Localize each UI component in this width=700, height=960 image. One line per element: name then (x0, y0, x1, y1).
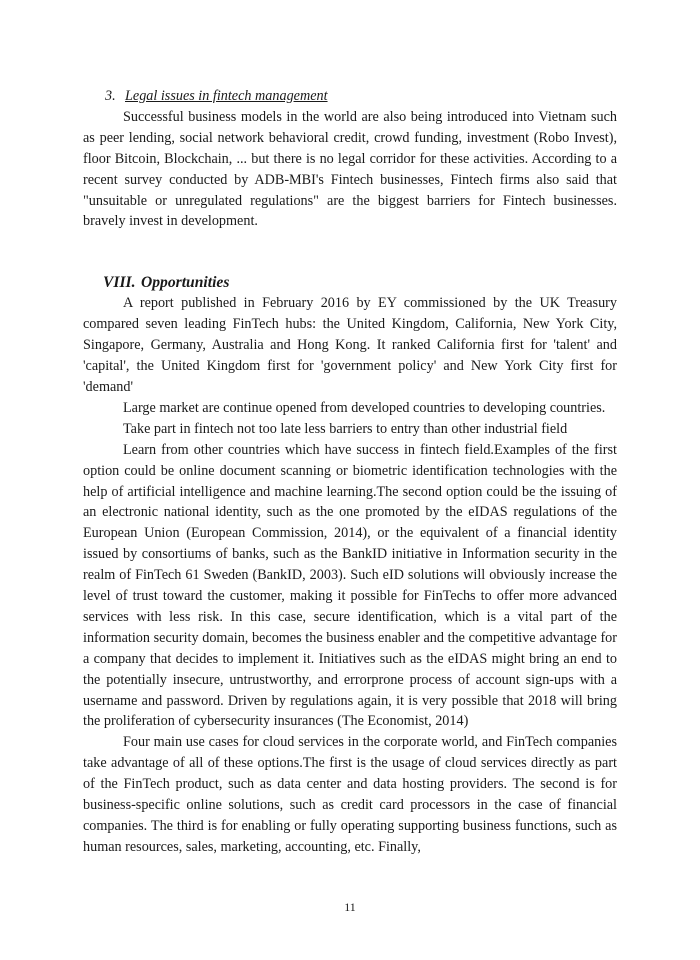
legal-issues-title: Legal issues in fintech management (125, 88, 328, 104)
legal-issues-number: 3. (105, 88, 116, 104)
opportunities-paragraph-take-part: Take part in fintech not too late less barriers to entry than other industrial field (123, 420, 568, 437)
opportunities-heading (103, 273, 617, 293)
legal-issues-paragraph: Successful business models in the world are also being introduced into Vietnam such as peer lending, social network behavioral credit, crowd funding, investment (Robo Invest), floor Bitcoin, Blockchain, ... but there is no legal corridor for these activities. According to a recent survey conducted by ADB-MBI's Fintech businesses, Fintech firms also said that "unsuitable or unregulated regulations" are the biggest barriers for Fintech businesses. bravely invest in development. (83, 108, 617, 230)
opportunities-paragraph-cloud: Four main use cases for cloud services in the corporate world, and FinTech companies take advantage of all of these options.The first is the usage of cloud services directly as part of the FinTech product, such as data center and data hosting providers. The second is for business-specific online solutions, such as credit card processors in the case of financial companies. The third is for enabling or fully operating supporting business functions, such as human resources, sales, marketing, accounting, etc. Finally, (83, 734, 617, 855)
opportunities-paragraph-large-market: Large market are continue opened from developed countries to developing countries. (123, 399, 606, 416)
page-number: 11 (344, 900, 356, 914)
opportunities-paragraph-ey-report: A report published in February 2016 by EY commissioned by the UK Treasury compared seven leading FinTech hubs: the United Kingdom, California, New York City, Singapore, Germany, Australia and Hong Kong. It ranked California first for 'talent' and 'capital', the United Kingdom first for 'government policy' and New York City first for 'demand' (83, 295, 617, 395)
opportunities-paragraph-learn: Learn from other countries which have success in fintech field.Examples of the first option could be online document scanning or biometric identification technologies with the help of artificial intelligence and machine learning.The second option could be the issuing of an electronic national identity, such as the one promoted by the eIDAS regulations of the European Union (European Commission, 2014), or the equivalent of a financial identity issued by consortiums of banks, such as the BankID initiative in Information security in the realm of FinTech 61 Sweden (BankID, 2003). Such eID solutions will obviously increase the level of trust toward the customer, making it possible for FinTechs to offer more advanced services with less risk. In this case, secure identification, which is a vital part of the information security domain, becomes the business enabler and the competitive advantage for a company that decides to implement it. Initiatives such as the eIDAS might bring an end to the potentially insecure, untrustworthy, and errorprone process of account sign-ups with a username and password. Driven by regulations again, it is very possible that 2018 will bring the proliferation of cybersecurity insurances (The Economist, 2014) (83, 441, 617, 730)
legal-issues-heading (105, 86, 617, 107)
opportunities-numeral: VIII. (103, 274, 136, 292)
document-page (83, 86, 617, 858)
opportunities-title: Opportunities (141, 274, 230, 292)
